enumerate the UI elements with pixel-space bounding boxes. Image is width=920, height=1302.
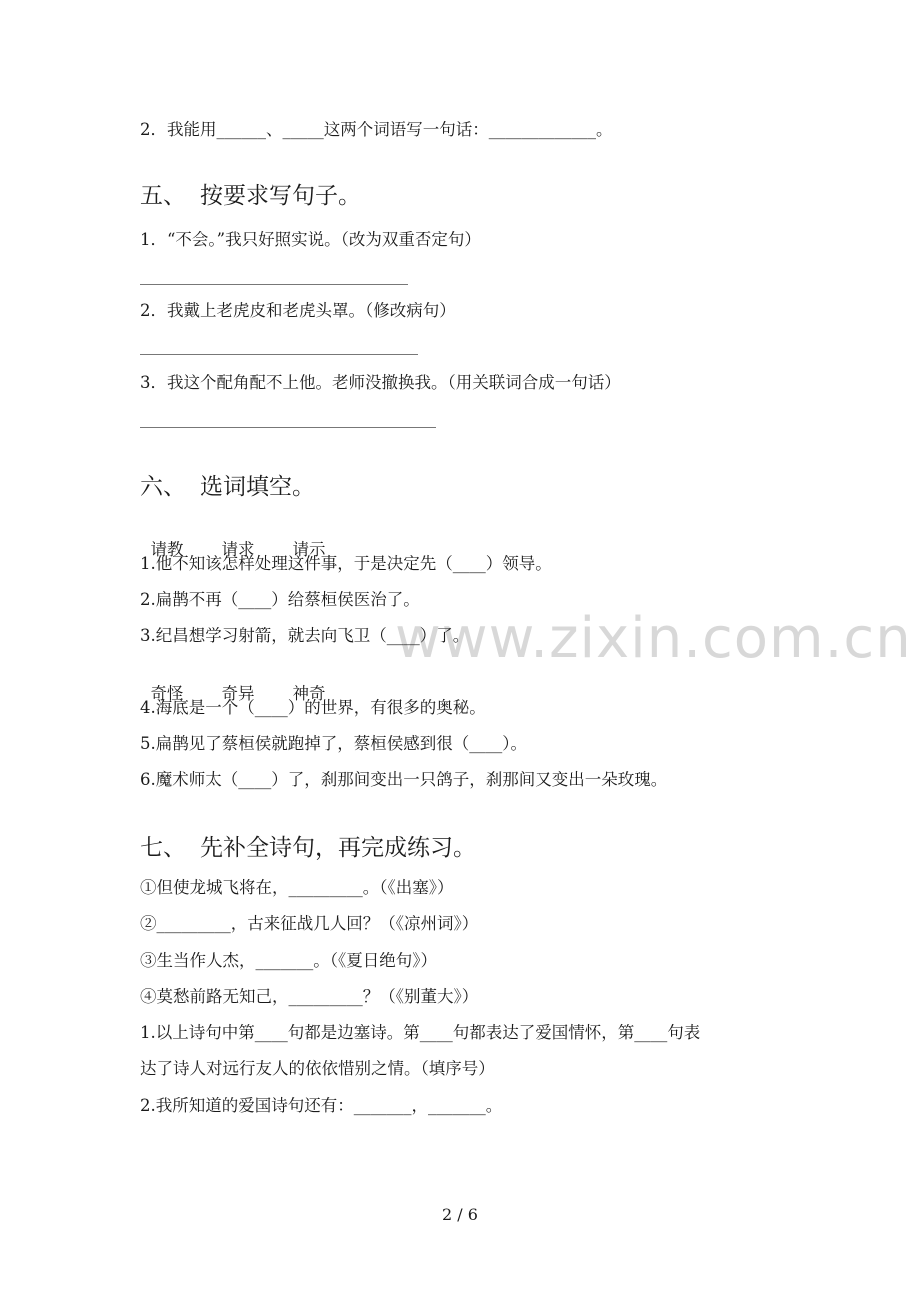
s6-question-1: 1.他不知该怎样处理这件事，于是决定先（____）领导。 <box>140 554 552 573</box>
poem-line-2: ②_________，古来征战几人回？（《凉州词》） <box>140 914 479 933</box>
word-option: 奇怪 <box>150 684 184 703</box>
section-6-heading <box>140 472 315 502</box>
s6-question-5: 5.扁鹊见了蔡桓侯就跑掉了，蔡桓侯感到很（____）。 <box>140 734 527 753</box>
word-option: 奇异 <box>221 684 255 703</box>
s6-question-6: 6.魔术师太（____）了，刹那间变出一只鸽子，刹那间又变出一朵玫瑰。 <box>140 770 668 789</box>
answer-line-1 <box>140 284 408 285</box>
section-7-number: 七、 <box>140 835 186 861</box>
section-5-title: 按要求写句子。 <box>200 183 361 209</box>
s6-question-4: 4.海底是一个（____）的世界，有很多的奥秘。 <box>140 698 486 717</box>
s7-question-1-line-2: 达了诗人对远行友人的依依惜别之情。（填序号） <box>140 1059 495 1078</box>
s5-question-3: 3．我这个配角配不上他。老师没撤换我。（用关联词合成一句话） <box>140 373 621 392</box>
s6-question-2: 2.扁鹊不再（____）给蔡桓侯医治了。 <box>140 590 420 609</box>
poem-line-4: ④莫愁前路无知己，_________？（《别董大》） <box>140 987 479 1006</box>
poem-line-3: ③生当作人杰，_______。（《夏日绝句》） <box>140 951 437 970</box>
s5-question-2: 2．我戴上老虎皮和老虎头罩。（修改病句） <box>140 301 456 320</box>
s6-question-3: 3.纪昌想学习射箭，就去向飞卫（____）了。 <box>140 626 470 645</box>
page-number: 2 / 6 <box>442 1205 478 1224</box>
word-option: 神奇 <box>292 684 326 703</box>
answer-line-2 <box>140 354 418 355</box>
section-6-number: 六、 <box>140 474 186 500</box>
section-7-heading <box>140 833 476 863</box>
section-5-number: 五、 <box>140 183 186 209</box>
s4-question-2: 2．我能用______、_____这两个词语写一句话：_____________。 <box>140 120 613 139</box>
s5-question-1: 1．“不会。”我只好照实说。（改为双重否定句） <box>140 230 481 249</box>
s7-question-2: 2.我所知道的爱国诗句还有：_______，_______。 <box>140 1096 503 1115</box>
poem-line-1: ①但使龙城飞将在，_________。（《出塞》） <box>140 878 454 897</box>
section-5-heading <box>140 181 361 211</box>
s7-question-1-line-1: 1.以上诗句中第____句都是边塞诗。第____句都表达了爱国情怀，第____句表 <box>140 1023 701 1042</box>
answer-line-3 <box>140 427 436 428</box>
word-option: 请求 <box>221 540 255 559</box>
word-option: 请示 <box>292 540 326 559</box>
section-6-title: 选词填空。 <box>200 474 315 500</box>
watermark: www.zixin.com.cn <box>395 606 912 671</box>
section-7-title: 先补全诗句，再完成练习。 <box>200 835 476 861</box>
word-option: 请教 <box>150 540 184 559</box>
